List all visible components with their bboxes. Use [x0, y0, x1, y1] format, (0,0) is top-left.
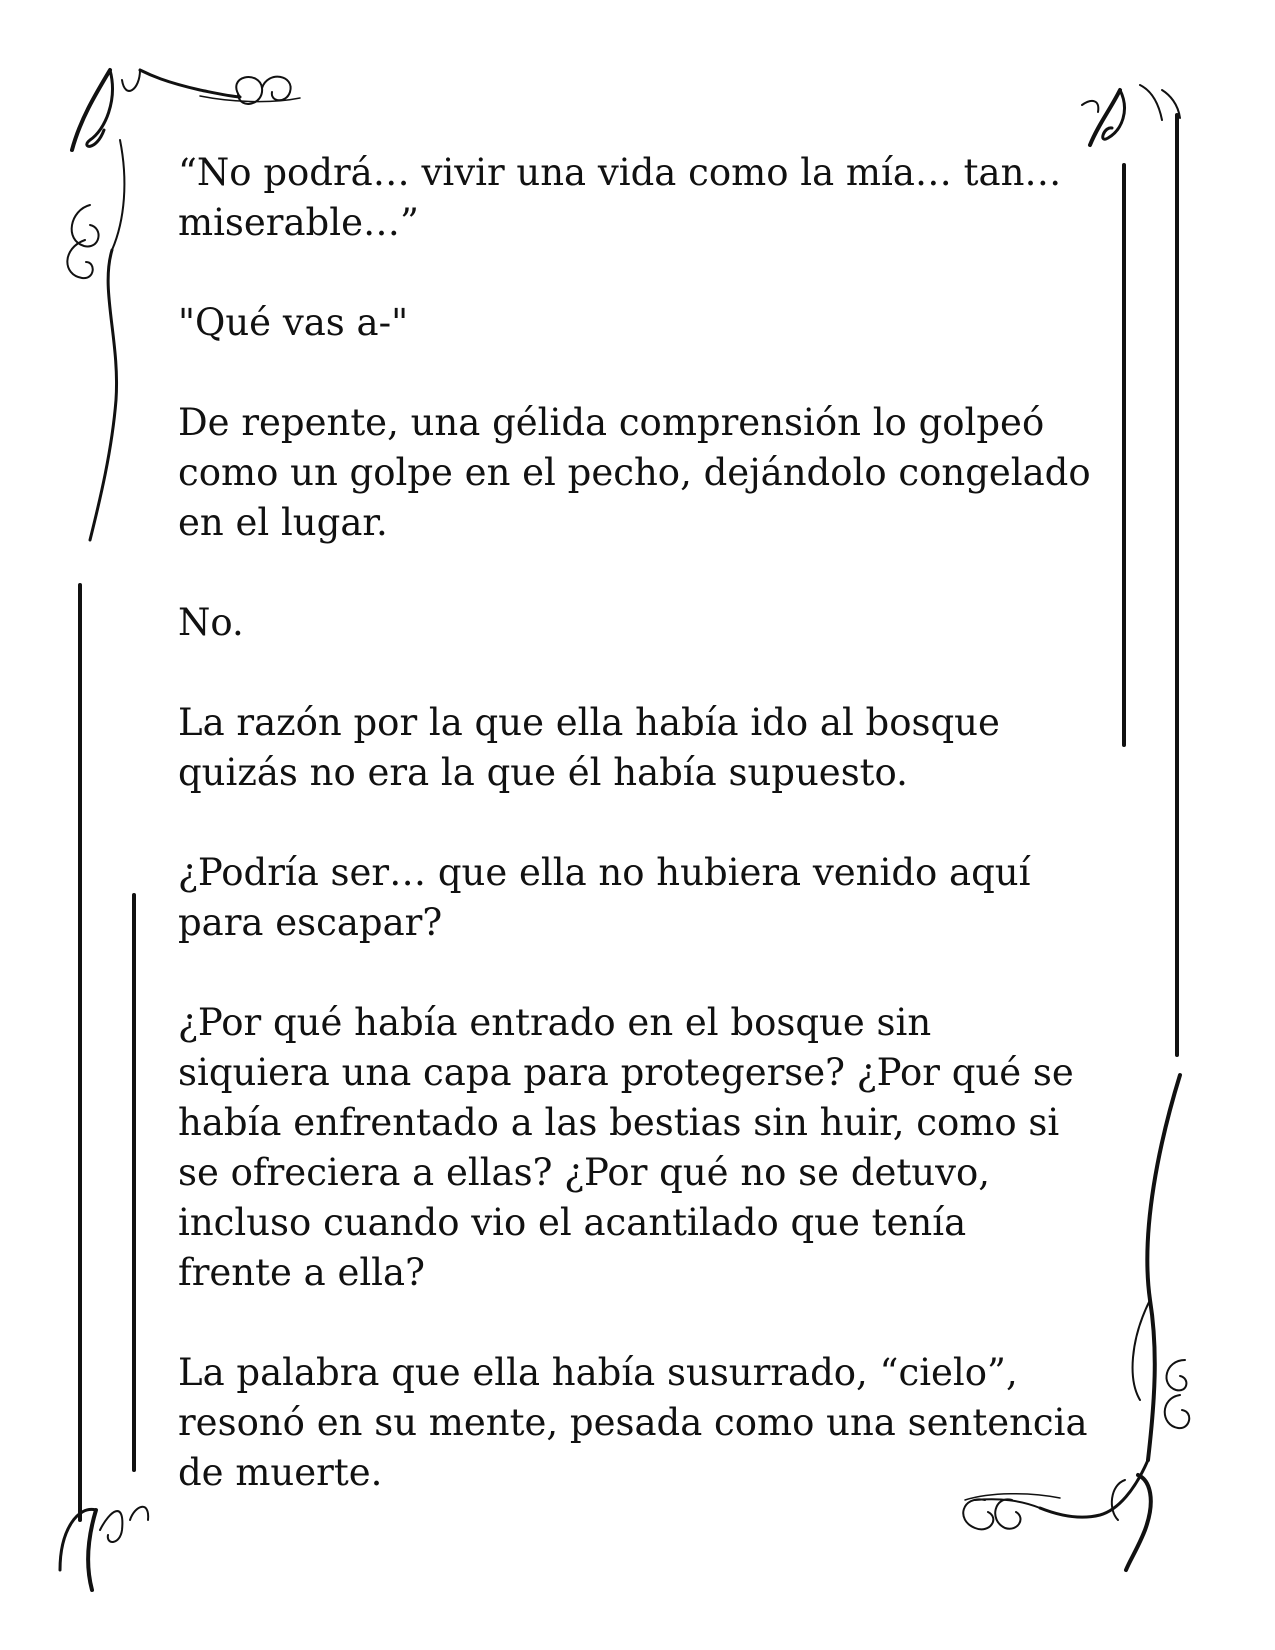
paragraph-1: “No podrá… vivir una vida como la mía… tan… miserable…”: [178, 151, 1062, 244]
bottom-left-flourish: [60, 1507, 148, 1590]
paragraph-8: La palabra que ella había susurrado, “cielo”, resonó en su mente, pesada como una sentencia de muerte.: [178, 1351, 1088, 1494]
paragraph-3: De repente, una gélida comprensión lo golpeó como un golpe en el pecho, dejándolo congelado en el lugar.: [178, 401, 1091, 544]
story-text: [178, 148, 1118, 1498]
paragraph-5: La razón por la que ella había ido al bosque quizás no era la que él había supuesto.: [178, 701, 1000, 794]
paragraph-2: "Qué vas a-": [178, 301, 409, 344]
paragraph-4: No.: [178, 601, 244, 644]
top-right-flourish: [1082, 85, 1180, 145]
paragraph-7: ¿Por qué había entrado en el bosque sin siquiera una capa para protegerse? ¿Por qué se había enfrentado a las bestias sin huir, como si se ofreciera a ellas? ¿Por qué no se detuvo, incluso cuando vio el acantilado que tenía frente a ella?: [178, 1001, 1074, 1294]
paragraph-6: ¿Podría ser… que ella no hubiera venido aquí para escapar?: [178, 851, 1031, 944]
